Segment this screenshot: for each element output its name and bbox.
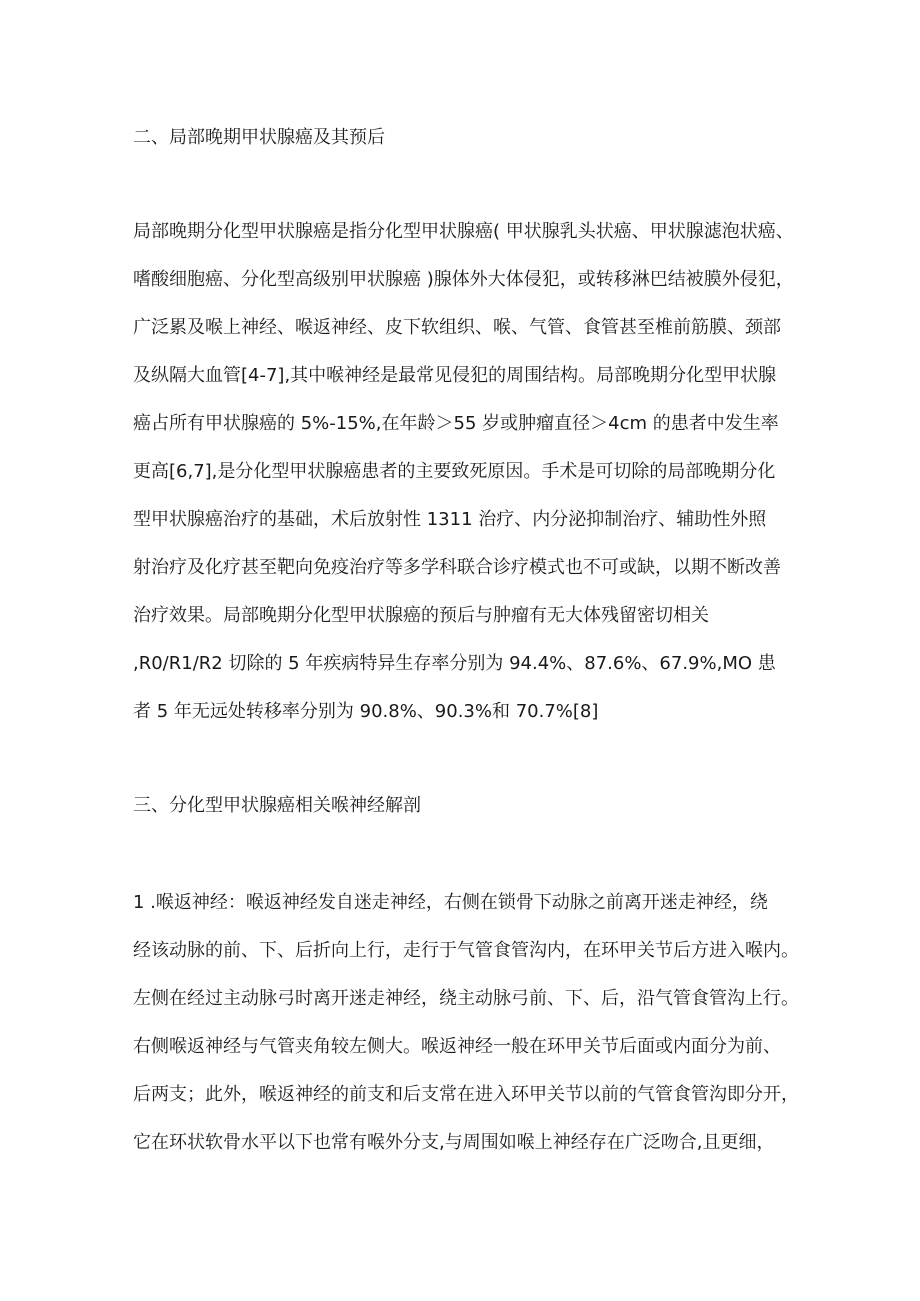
- section-3-line: 1 .喉返神经：喉返神经发自迷走神经，右侧在锁骨下动脉之前离开迷走神经，绕: [133, 892, 768, 913]
- section-2-line: 嗜酸细胞癌、分化型高级别甲状腺癌 )腺体外大体侵犯，或转移淋巴结被膜外侵犯，: [133, 269, 794, 290]
- section-3-line: 它在环状软骨水平以下也常有喉外分支,与周围如喉上神经存在广泛吻合,且更细，: [133, 1132, 775, 1153]
- section-2-line: 局部晚期分化型甲状腺癌是指分化型甲状腺癌( 甲状腺乳头状癌、甲状腺滤泡状癌、: [133, 221, 794, 242]
- section-2-line: ,R0/R1/R2 切除的 5 年疾病特异生存率分别为 94.4%、87.6%、67.9%,MO 患: [133, 653, 776, 674]
- section-3-line: 经该动脉的前、下、后折向上行，走行于气管食管沟内，在环甲关节后方进入喉内。: [133, 940, 799, 961]
- section-2-line: 射治疗及化疗甚至靶向免疫治疗等多学科联合诊疗模式也不可或缺，以期不断改善: [133, 557, 781, 578]
- section-2-line: 及纵隔大血管[4-7],其中喉神经是最常见侵犯的周围结构。局部晚期分化型甲状腺: [133, 365, 777, 386]
- section-2-line: 广泛累及喉上神经、喉返神经、皮下软组织、喉、气管、食管甚至椎前筋膜、颈部: [133, 317, 781, 338]
- section-2-line: 型甲状腺癌治疗的基础，术后放射性 1311 治疗、内分泌抑制治疗、辅助性外照: [133, 509, 767, 530]
- section-3-line: 右侧喉返神经与气管夹角较左侧大。喉返神经一般在环甲关节后面或内面分为前、: [133, 1036, 781, 1057]
- section-2-line: 癌占所有甲状腺癌的 5%-15%,在年龄＞55 岁或肿瘤直径＞4cm 的患者中发生率: [133, 413, 779, 434]
- section-2-heading: 二、局部晚期甲状腺癌及其预后: [133, 127, 385, 148]
- section-3-line: 左侧在经过主动脉弓时离开迷走神经，绕主动脉弓前、下、后，沿气管食管沟上行。: [133, 988, 799, 1009]
- section-2-line: 更高[6,7],是分化型甲状腺癌患者的主要致死原因。手术是可切除的局部晚期分化: [133, 461, 776, 482]
- section-2-line: 者 5 年无远处转移率分别为 90.8%、90.3%和 70.7%[8]: [133, 701, 599, 722]
- section-2-line: 治疗效果。局部晚期分化型甲状腺癌的预后与肿瘤有无大体残留密切相关: [133, 605, 709, 626]
- section-3-line: 后两支；此外，喉返神经的前支和后支常在进入环甲关节以前的气管食管沟即分开，: [133, 1084, 799, 1105]
- section-3-heading: 三、分化型甲状腺癌相关喉神经解剖: [133, 795, 421, 816]
